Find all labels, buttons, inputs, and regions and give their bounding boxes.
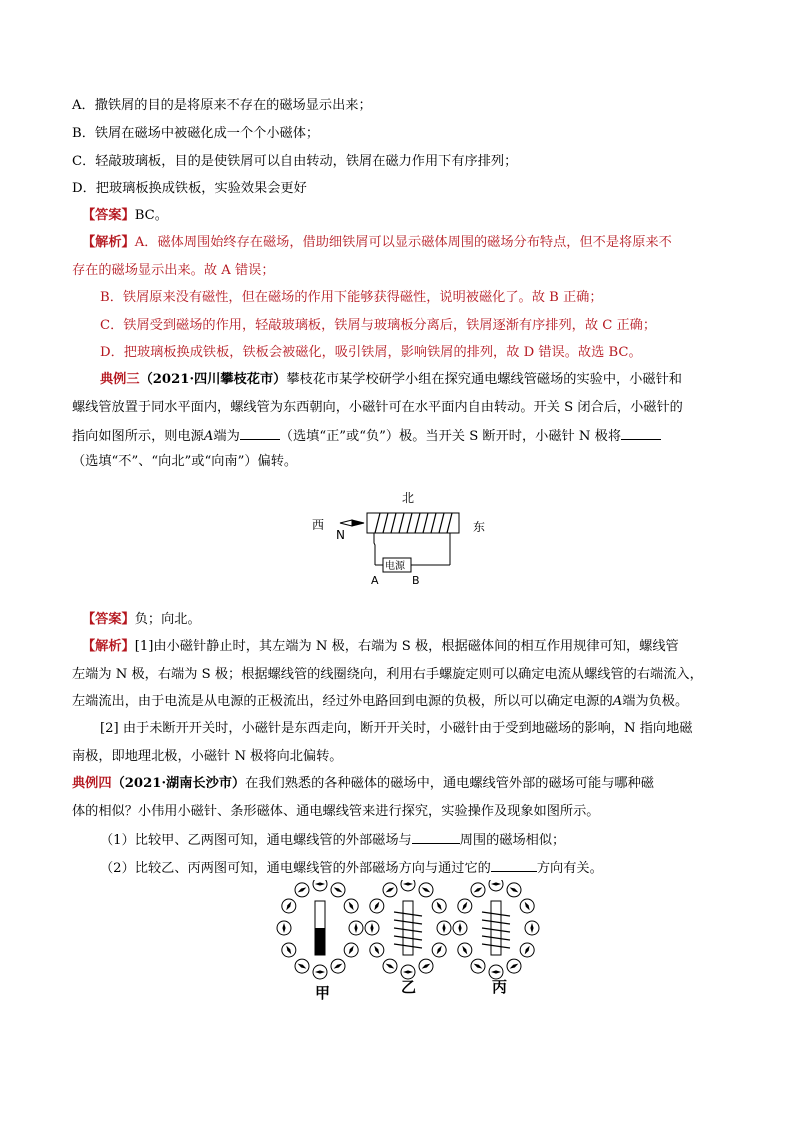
compass-icon — [277, 921, 291, 935]
question-text: （2）比较乙、丙两图可知，通电螺线管的外部磁场方向与通过它的 — [100, 861, 491, 876]
analysis-1-line-3: B．铁屑原来没有磁性，但在磁场的作用下能够获得磁性，说明被磁化了。故 B 正确； — [100, 290, 603, 305]
example-3-text: 端为 — [213, 429, 240, 444]
compass-icon — [282, 943, 296, 957]
compass-field-figure — [268, 880, 558, 1005]
example-4-tag: 典例四 — [72, 776, 112, 791]
analysis-2-line-3 — [72, 692, 688, 712]
analysis-1-line-4: C．铁屑受到磁场的作用，轻敲玻璃板，铁屑与玻璃板分离后，铁屑逐渐有序排列，故 C 正确； — [100, 318, 657, 333]
analysis-text: A．磁体周围始终存在磁场，借助细铁屑可以显示磁体周围的磁场分布特点，但不是将原来不 — [134, 235, 672, 250]
variable-a: A — [203, 429, 214, 444]
compass-icon — [432, 899, 446, 913]
compass-icon — [295, 959, 309, 973]
example-3-text: （选填“正”或“负”）极。当开关 S 断开时，小磁针 N 极将 — [279, 429, 622, 444]
compass-icon — [525, 921, 539, 935]
compass-ring-jia — [277, 880, 363, 979]
analysis-label: 【解析】 — [82, 235, 135, 250]
label-jia: 甲 — [315, 984, 331, 1002]
example-3-source: （2021·四川攀枝花市） — [139, 372, 287, 387]
analysis-text: 左端流出，由于电流是从电源的正极流出，经过外电路回到电源的负极，所以可以确定电源的 — [72, 694, 613, 709]
analysis-2-line-1 — [82, 637, 679, 657]
solenoid-core — [367, 513, 459, 533]
compass-icon — [520, 899, 534, 913]
compass-icon — [365, 921, 379, 935]
compass-icon — [489, 880, 503, 891]
label-bing: 丙 — [492, 978, 508, 996]
compass-icon — [383, 883, 397, 897]
example-3-line-3 — [72, 425, 661, 447]
terminal-b: B — [412, 574, 420, 587]
answer-1 — [82, 206, 168, 226]
label-yi: 乙 — [401, 978, 417, 996]
option-b: B．铁屑在磁场中被磁化成一个个小磁体； — [72, 126, 320, 141]
option-d: D．把玻璃板换成铁板，实验效果会更好 — [72, 181, 307, 196]
compass-icon — [383, 959, 397, 973]
compass-icon — [520, 943, 534, 957]
label-west: 西 — [312, 518, 325, 532]
compass-icon — [313, 965, 327, 979]
compass-icon — [331, 883, 345, 897]
compass-icon — [331, 959, 345, 973]
compass-icon — [458, 899, 472, 913]
compass-icon — [349, 921, 363, 935]
compass-ring-yi — [365, 880, 451, 979]
compass-icon — [313, 880, 327, 891]
example-3-line-2: 螺线管放置于同水平面内，螺线管为东西朝向，小磁针可在水平面内自由转动。开关 S 闭合后，小磁针的 — [72, 400, 683, 415]
answer-text: 负；向北。 — [134, 612, 201, 627]
answer-text: BC。 — [134, 208, 168, 223]
compass-icon — [419, 883, 433, 897]
compass-needle-south — [352, 520, 364, 526]
answer-blank[interactable] — [412, 829, 460, 844]
compass-icon — [507, 959, 521, 973]
analysis-2-line-4: [2] 由于未断开开关时，小磁针是东西走向，断开开关时，小磁针由于受到地磁场的影响，N 指向地磁 — [100, 721, 693, 736]
example-4-text: 在我们熟悉的各种磁体的磁场中，通电螺线管外部的磁场可能与哪种磁 — [245, 776, 654, 791]
answer-label: 【答案】 — [82, 612, 135, 627]
analysis-2-line-2: 左端为 N 极，右端为 S 极；根据螺线管的线圈绕向，利用右手螺旋定则可以确定电流从螺线管的右端流入， — [72, 667, 703, 682]
example-4-question-2 — [100, 857, 603, 879]
example-3-text: 攀枝花市某学校研学小组在探究通电螺线管磁场的实验中，小磁针和 — [286, 372, 682, 387]
analysis-1-line-2: 存在的磁场显示出来。故 A 错误； — [72, 263, 275, 278]
example-3-tag: 典例三 — [100, 372, 140, 387]
compass-icon — [295, 883, 309, 897]
compass-icon — [471, 883, 485, 897]
answer-label: 【答案】 — [82, 208, 135, 223]
answer-blank[interactable] — [621, 425, 661, 440]
example-4-line-1 — [72, 774, 654, 794]
compass-icon — [507, 883, 521, 897]
compass-needle-north — [340, 520, 352, 526]
analysis-1-line-1 — [82, 233, 672, 253]
analysis-2-line-5: 南极，即地理北极，小磁针 N 极将向北偏转。 — [72, 749, 343, 764]
compass-icon — [344, 943, 358, 957]
compass-icon — [401, 880, 415, 891]
compass-icon — [370, 943, 384, 957]
example-4-source: （2021·湖南长沙市） — [111, 776, 246, 791]
compass-icon — [432, 943, 446, 957]
example-4-line-2: 体的相似？小伟用小磁针、条形磁体、通电螺线管来进行探究，实验操作及现象如图所示。 — [72, 804, 600, 819]
option-a: A．撒铁屑的目的是将原来不存在的磁场显示出来； — [72, 98, 372, 113]
needle-n-label: N — [336, 528, 345, 542]
analysis-1-line-5: D．把玻璃板换成铁板，铁板会被磁化，吸引铁屑，影响铁屑的排列，故 D 错误。故选 BC。 — [100, 345, 642, 360]
question-text: 方向有关。 — [536, 861, 603, 876]
compass-icon — [370, 899, 384, 913]
analysis-label: 【解析】 — [82, 639, 135, 654]
option-c: C．轻敲玻璃板，目的是使铁屑可以自由转动，铁屑在磁力作用下有序排列； — [72, 154, 518, 169]
analysis-text: [1]由小磁针静止时，其左端为 N 极，右端为 S 极，根据磁体间的相互作用规律可知，螺线管 — [134, 639, 679, 654]
answer-blank[interactable] — [491, 857, 537, 872]
bar-magnet-pole — [315, 928, 325, 955]
compass-icon — [344, 899, 358, 913]
answer-blank[interactable] — [240, 425, 280, 440]
label-north: 北 — [402, 491, 415, 505]
example-3-line-1 — [100, 370, 682, 390]
question-text: （1）比较甲、乙两图可知，通电螺线管的外部磁场与 — [100, 833, 412, 848]
compass-icon — [401, 965, 415, 979]
analysis-text: 端为负极。 — [622, 694, 689, 709]
terminal-a: A — [371, 574, 379, 587]
compass-icon — [453, 921, 467, 935]
example-4-question-1 — [100, 829, 565, 851]
solenoid-circuit-figure — [300, 485, 500, 590]
power-label: 电源 — [385, 561, 405, 572]
compass-icon — [282, 899, 296, 913]
question-text: 周围的磁场相似； — [459, 833, 566, 848]
compass-icon — [458, 943, 472, 957]
wire-left — [374, 533, 375, 565]
label-east: 东 — [473, 520, 486, 534]
example-3-text: 指向如图所示，则电源 — [72, 429, 204, 444]
variable-a: A — [612, 694, 623, 709]
compass-icon — [437, 921, 451, 935]
compass-icon — [471, 959, 485, 973]
compass-icon — [419, 959, 433, 973]
example-3-line-4: （选填“不”、“向北”或“向南”）偏转。 — [72, 454, 298, 469]
compass-ring-bing — [453, 880, 539, 979]
compass-icon — [489, 965, 503, 979]
answer-2 — [82, 610, 201, 630]
